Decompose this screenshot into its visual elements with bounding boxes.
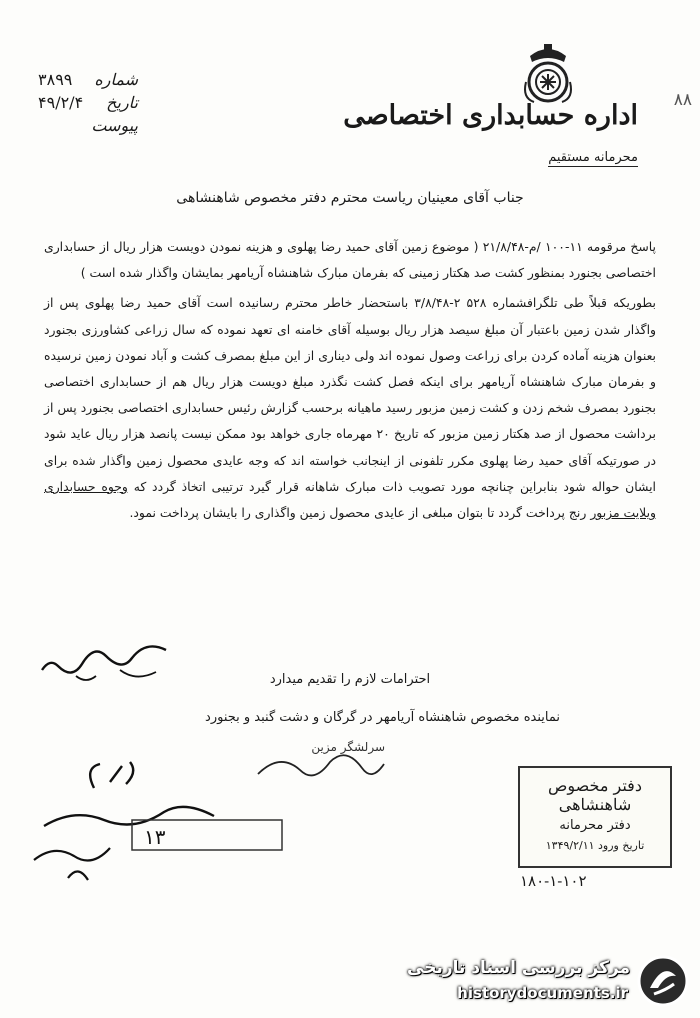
ref-number-value: ۳۸۹۹ — [38, 70, 73, 89]
underlined-phrase: وجوه حسابداری ویلایت مزبور — [44, 478, 656, 521]
received-stamp — [518, 766, 672, 868]
watermark-site: historydocuments.ir — [457, 984, 628, 1002]
stamp-number: ۱۸۰-۱-۱۰۲ — [520, 872, 587, 890]
stamp-date-value: ۱۳۴۹/۲/۱۱ — [545, 839, 595, 852]
page-number: ۸۸ — [673, 90, 692, 110]
watermark-name: مرکز بررسی اسناد تاریخی — [407, 958, 630, 978]
ref-number-label: شماره — [94, 70, 138, 89]
salutation: جناب آقای معینیان ریاست محترم دفتر مخصوص شاهنشاهی — [176, 190, 524, 206]
ref-number-row — [38, 68, 138, 91]
body-paragraph-2-text: بطوریکه قبلاً طی تلگرافشماره ۵۲۸ ۲-۳/۸/۴۸ باستحضار خاطر محترم رسانیده است آقای حمید رضا پهلوی پس از واگذار شدن زمین باعتبار آن مبلغ سیصد هزار ریال بوسیله آقای خامنه ای تعهد نموده که سال زراعی کشاورزی بجنورد بعنوان هزینه آماده کردن برای زراعت وصول نموده اند ولی دیناری از این مبلغ بمصرف کشت و آباد نمودن زمین نرسیده و بفرمان مبارک شاهنشاه آریامهر برای اینکه فصل کشت نگذرد مبلغ دویست هزار ریال هم از حسابداری اختصاصی بجنورد بمصرف شخم زدن و کشت زمین مزبور رسید ماهیانه برحسب گزارش رئیس حسابداری اختصاصی بجنورد پس از برداشت محصول از صد هکتار زمین مزبور که تاریخ ۲۰ مهرماه جاری خواهد بود ممکن نیست پانصد هزار ریال عاید شود در صورتیکه آقای حمید رضا پهلوی مکرر تلفونی از اینجانب خواسته اند که وجه عایدی محصول زمین واگذار شده برای ایشان حواله شود بنابراین چنانچه مورد تصویب ذات مبارک شاهانه قرار گیرد ترتیبی اتخاذ گردد که — [44, 295, 656, 494]
body-paragraph-2-end: رنج پرداخت گردد تا بتوان مبلغی از عایدی محصول زمین واگذاری را بایشان پرداخت نمود. — [129, 505, 591, 521]
letter-body — [44, 234, 656, 526]
department-title: اداره حسابداری اختصاصی — [343, 100, 638, 131]
watermark-logo-icon — [636, 954, 690, 1008]
signer-title: نماینده مخصوص شاهنشاه آریامهر در گرگان و دشت گنبد و بجنورد — [205, 710, 560, 725]
signer-rank: سرلشگر مزین — [311, 740, 385, 754]
watermark — [390, 952, 690, 1012]
handwritten-annotation-icon — [36, 636, 176, 686]
reference-block — [38, 68, 138, 137]
respect-line: احترامات لازم را تقدیم میدارد — [269, 672, 431, 687]
ref-date-row — [38, 91, 138, 114]
stamp-date-label: تاریخ ورود — [598, 839, 645, 852]
ref-date-label: تاریخ — [106, 93, 138, 112]
body-paragraph-2 — [44, 290, 656, 526]
stamp-office: دفتر مخصوص شاهنشاهی — [548, 776, 642, 814]
body-paragraph-1: پاسخ مرقومه ۱۱-۱۰۰ /م-۲۱/۸/۴۸ ( موضوع زمین آقای حمید رضا پهلوی و هزینه نمودن دویست هزار ریال از حسابداری اختصاصی بجنورد بمنظور کشت صد هکتار زمینی که بفرمان مبارک شاهنشاه آریامهر بمایشان واگذار شده است ) — [44, 239, 656, 281]
margin-notes-icon — [14, 760, 314, 890]
ref-attachment-label: پیوست — [91, 116, 138, 135]
stamp-date — [520, 839, 670, 852]
stamp-section: دفتر محرمانه — [559, 818, 631, 833]
imperial-emblem-icon — [520, 42, 576, 106]
ref-date-value: ۴۹/۲/۴ — [38, 93, 84, 112]
classification-label: محرمانه مستقیم — [548, 150, 638, 165]
ref-attachment-row — [38, 114, 138, 137]
svg-text:۱۳: ۱۳ — [144, 825, 166, 849]
